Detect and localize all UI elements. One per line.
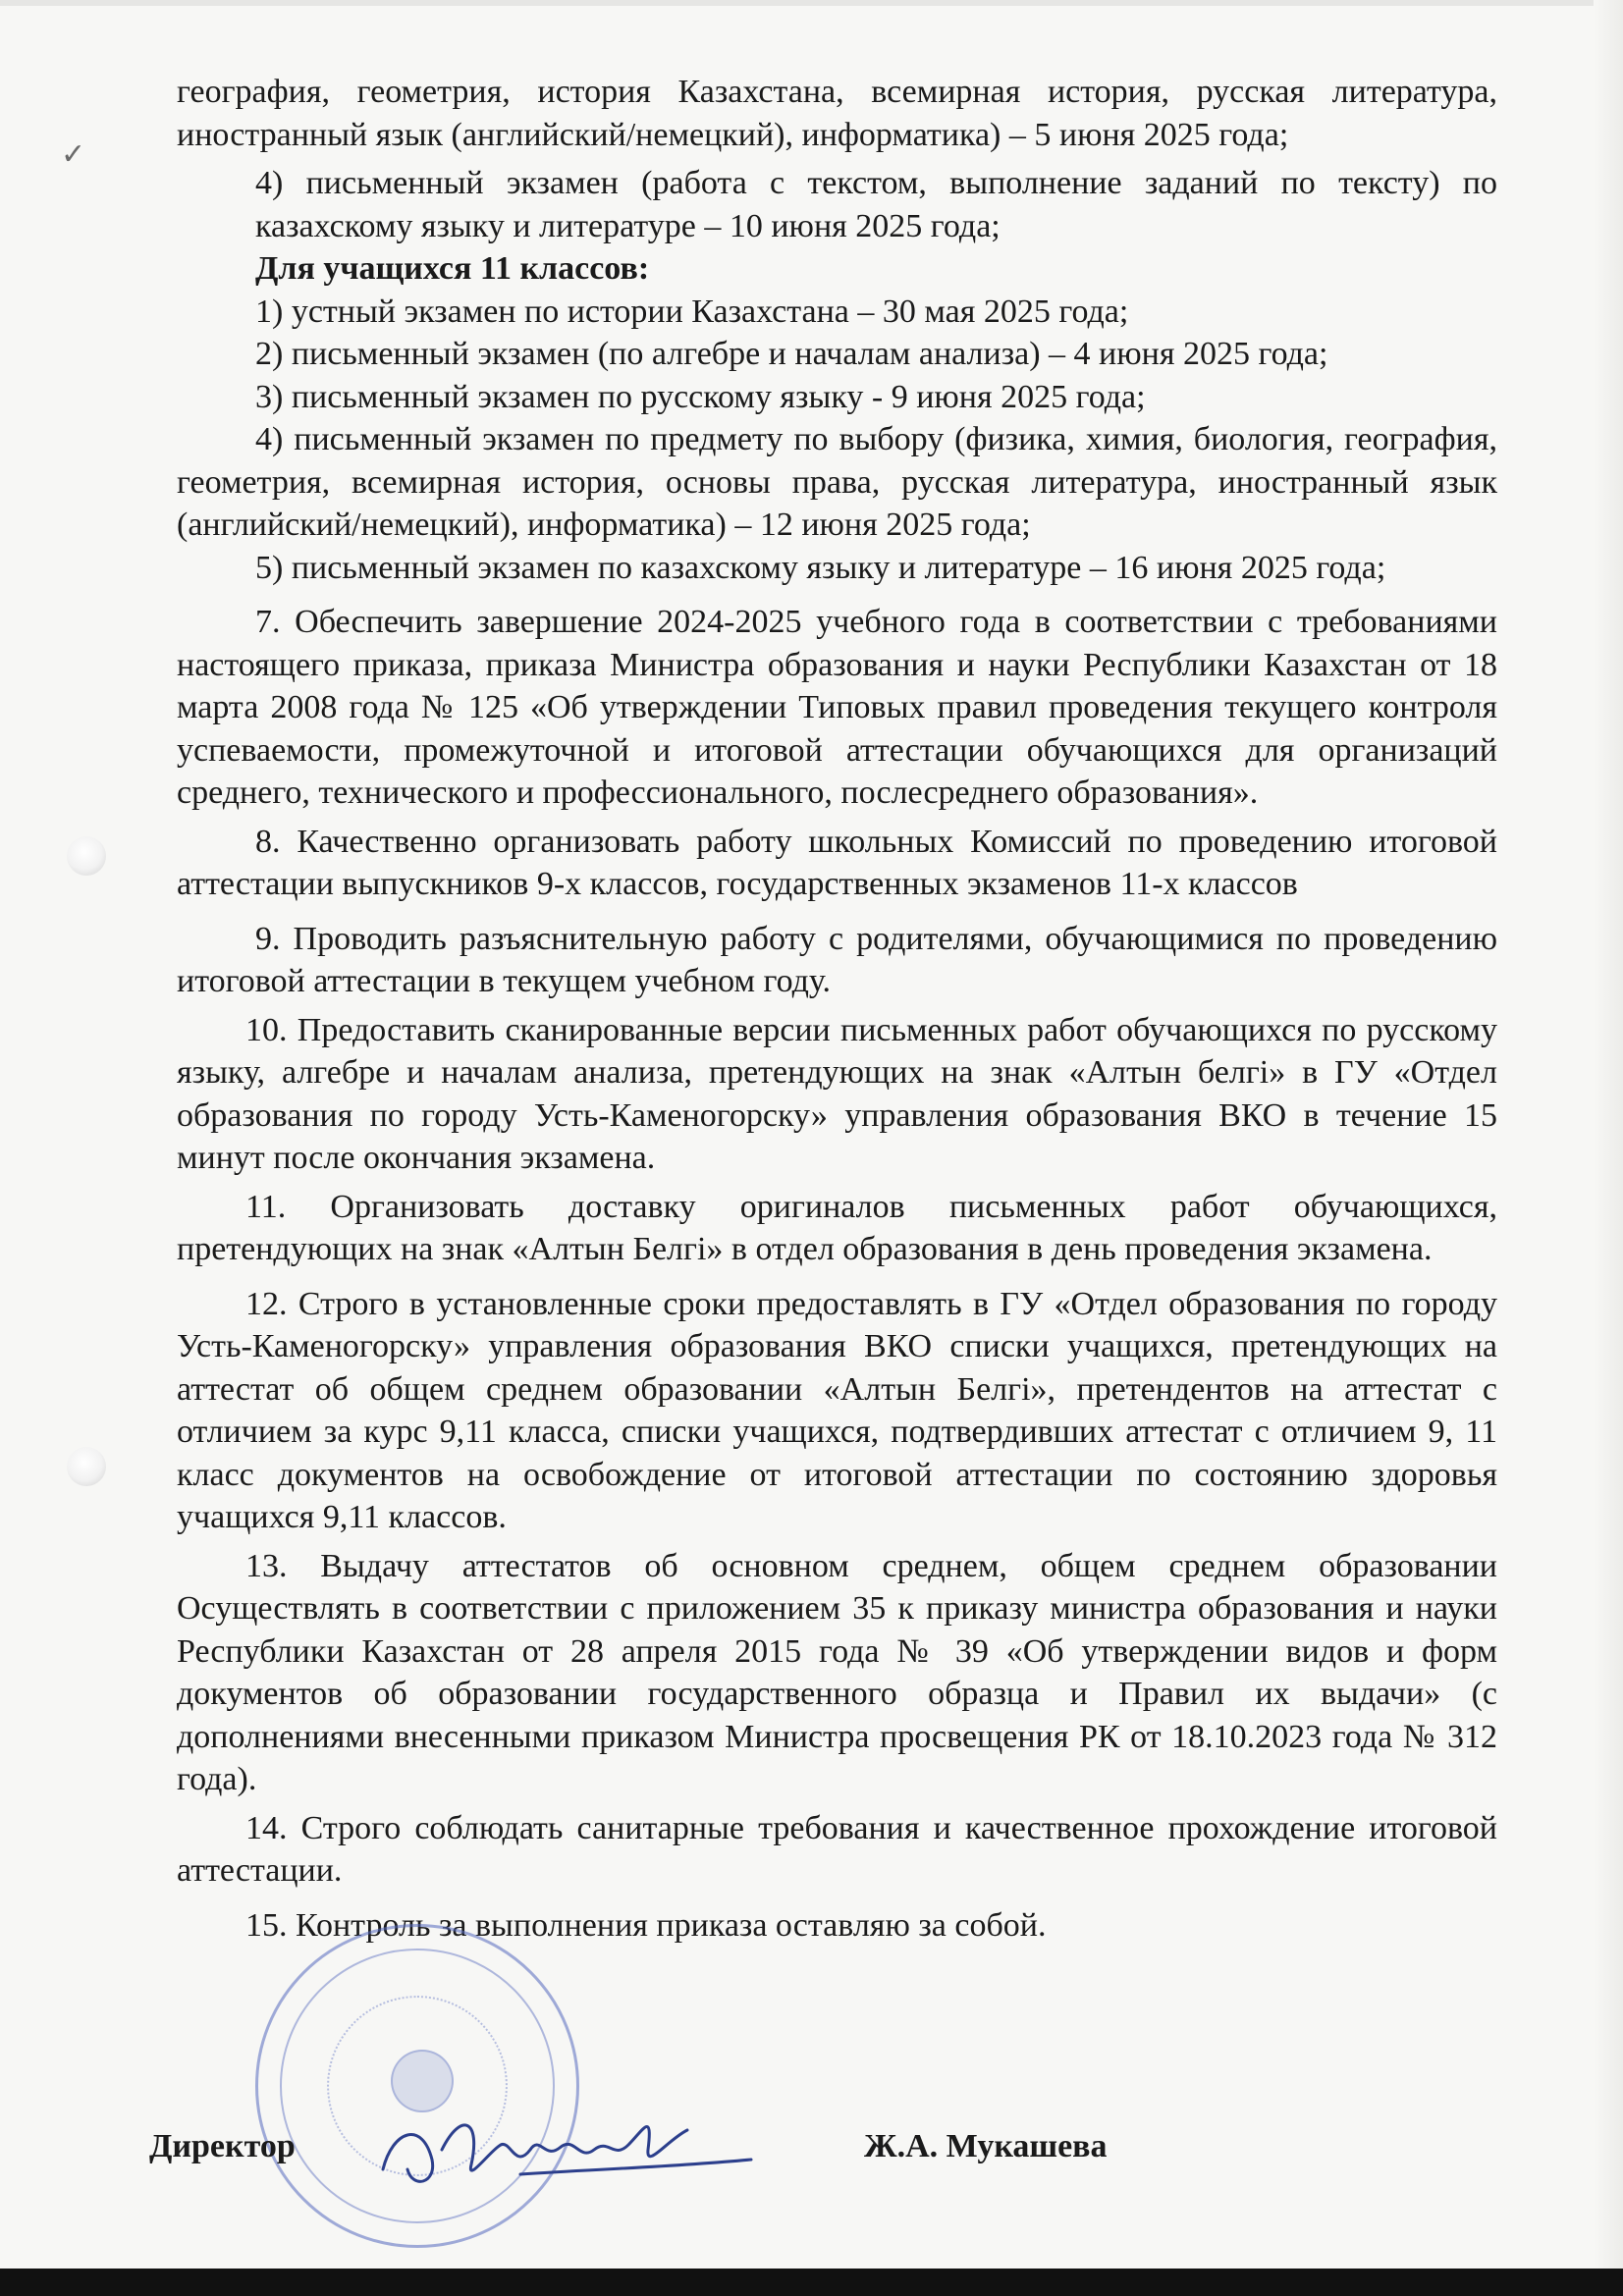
exam-item-4: 4) письменный экзамен по предмету по выбору (физика, химия, биология, география, геометрия, всемирная история, основы права, русская литература, иностранный язык (английский/немецкий), информатика) – 12 июня 2025 года; (177, 421, 1497, 543)
signer-position: Директор (149, 2128, 296, 2164)
exam-item-3: 3) письменный экзамен по русскому языку - 9 июня 2025 года; (255, 378, 1146, 415)
order-item-13: 13. Выдачу аттестатов об основном среднем, общем среднем образовании Осуществлять в соответствии с приложением 35 к приказу министра образования и науки Республики Казахстан от 28 апреля 2015 года № 39 «Об утверждении видов и форм документов об образовании государственного образца и Правил их выдачи» (с дополнениями внесенными приказом Министра просвещения РК от 18.10.2023 года № 312 года). (177, 1547, 1497, 1797)
order-item-10: 10. Предоставить сканированные версии письменных работ обучающихся по русскому языку, алгебре и началам анализа, претендующих на знак «Алтын белгі» в ГУ «Отдел образования по городу Усть-Каменогорску» управления образования ВКО в течение 15 минут после окончания экзамена. (177, 1011, 1497, 1176)
scan-bottom-edge (0, 2269, 1623, 2296)
exam-item-5: 5) письменный экзамен по казахскому языку и литературе – 16 июня 2025 года; (255, 549, 1386, 586)
heading-grade-11: Для учащихся 11 классов: (255, 250, 650, 287)
order-item-11: 11. Организовать доставку оригиналов письменных работ обучающихся, претендующих на знак «Алтын Белгі» в отдел образования в день проведения экзамена. (177, 1188, 1497, 1267)
document-body (177, 71, 1497, 1947)
handwritten-signature (373, 2091, 756, 2209)
order-item-15: 15. Контроль за выполнения приказа оставляю за собой. (245, 1906, 1047, 1944)
signer-name: Ж.А. Мукашева (864, 2128, 1108, 2164)
exam-item-2: 2) письменный экзамен (по алгебре и началам анализа) – 4 июня 2025 года; (255, 336, 1328, 372)
order-item-14: 14. Строго соблюдать санитарные требования и качественное прохождение итоговой аттестации. (177, 1809, 1497, 1889)
scan-top-edge (0, 0, 1623, 6)
exam-item-1: 1) устный экзамен по истории Казахстана – 30 мая 2025 года; (255, 293, 1129, 330)
pencil-check-icon: ✓ (61, 137, 86, 172)
order-item-7: 7. Обеспечить завершение 2024-2025 учебного года в соответствии с требованиями настоящего приказа, приказа Министра образования и науки Республики Казахстан от 18 марта 2008 года № 125 «Об утверждении Типовых правил проведения текущего контроля успеваемости, промежуточной и итоговой аттестации обучающихся для организаций среднего, технического и профессионального, послесреднего образования». (177, 604, 1497, 811)
order-item-9: 9. Проводить разъяснительную работу с родителями, обучающимися по проведению итоговой аттестации в текущем учебном году. (177, 920, 1497, 999)
punch-hole-icon (67, 1447, 106, 1486)
scan-right-edge (1594, 0, 1623, 2296)
punch-hole-icon (67, 836, 106, 876)
order-item-12: 12. Строго в установленные сроки предоставлять в ГУ «Отдел образования по городу Усть-Каменогорску» управления образования ВКО списки учащихся, претендующих на аттестат об общем среднем образовании «Алтын Белгі», претендентов на аттестат с отличием за курс 9,11 класса, списки учащихся, подтвердивших аттестат с отличием 9, 11 класс документов на освобождение от итоговой аттестации по состоянию здоровья учащихся 9,11 классов. (177, 1285, 1497, 1535)
paragraph-exam-list-cont: география, геометрия, история Казахстана, всемирная история, русская литература, иностранный язык (английский/немецкий), информатика) – 5 июня 2025 года; (177, 74, 1497, 153)
paragraph-kazakh-exam-9: 4) письменный экзамен (работа с текстом, выполнение заданий по тексту) по казахскому языку и литературе – 10 июня 2025 года; (255, 165, 1497, 244)
order-item-8: 8. Качественно организовать работу школьных Комиссий по проведению итоговой аттестации выпускников 9-х классов, государственных экзаменов 11-х классов (177, 823, 1497, 902)
